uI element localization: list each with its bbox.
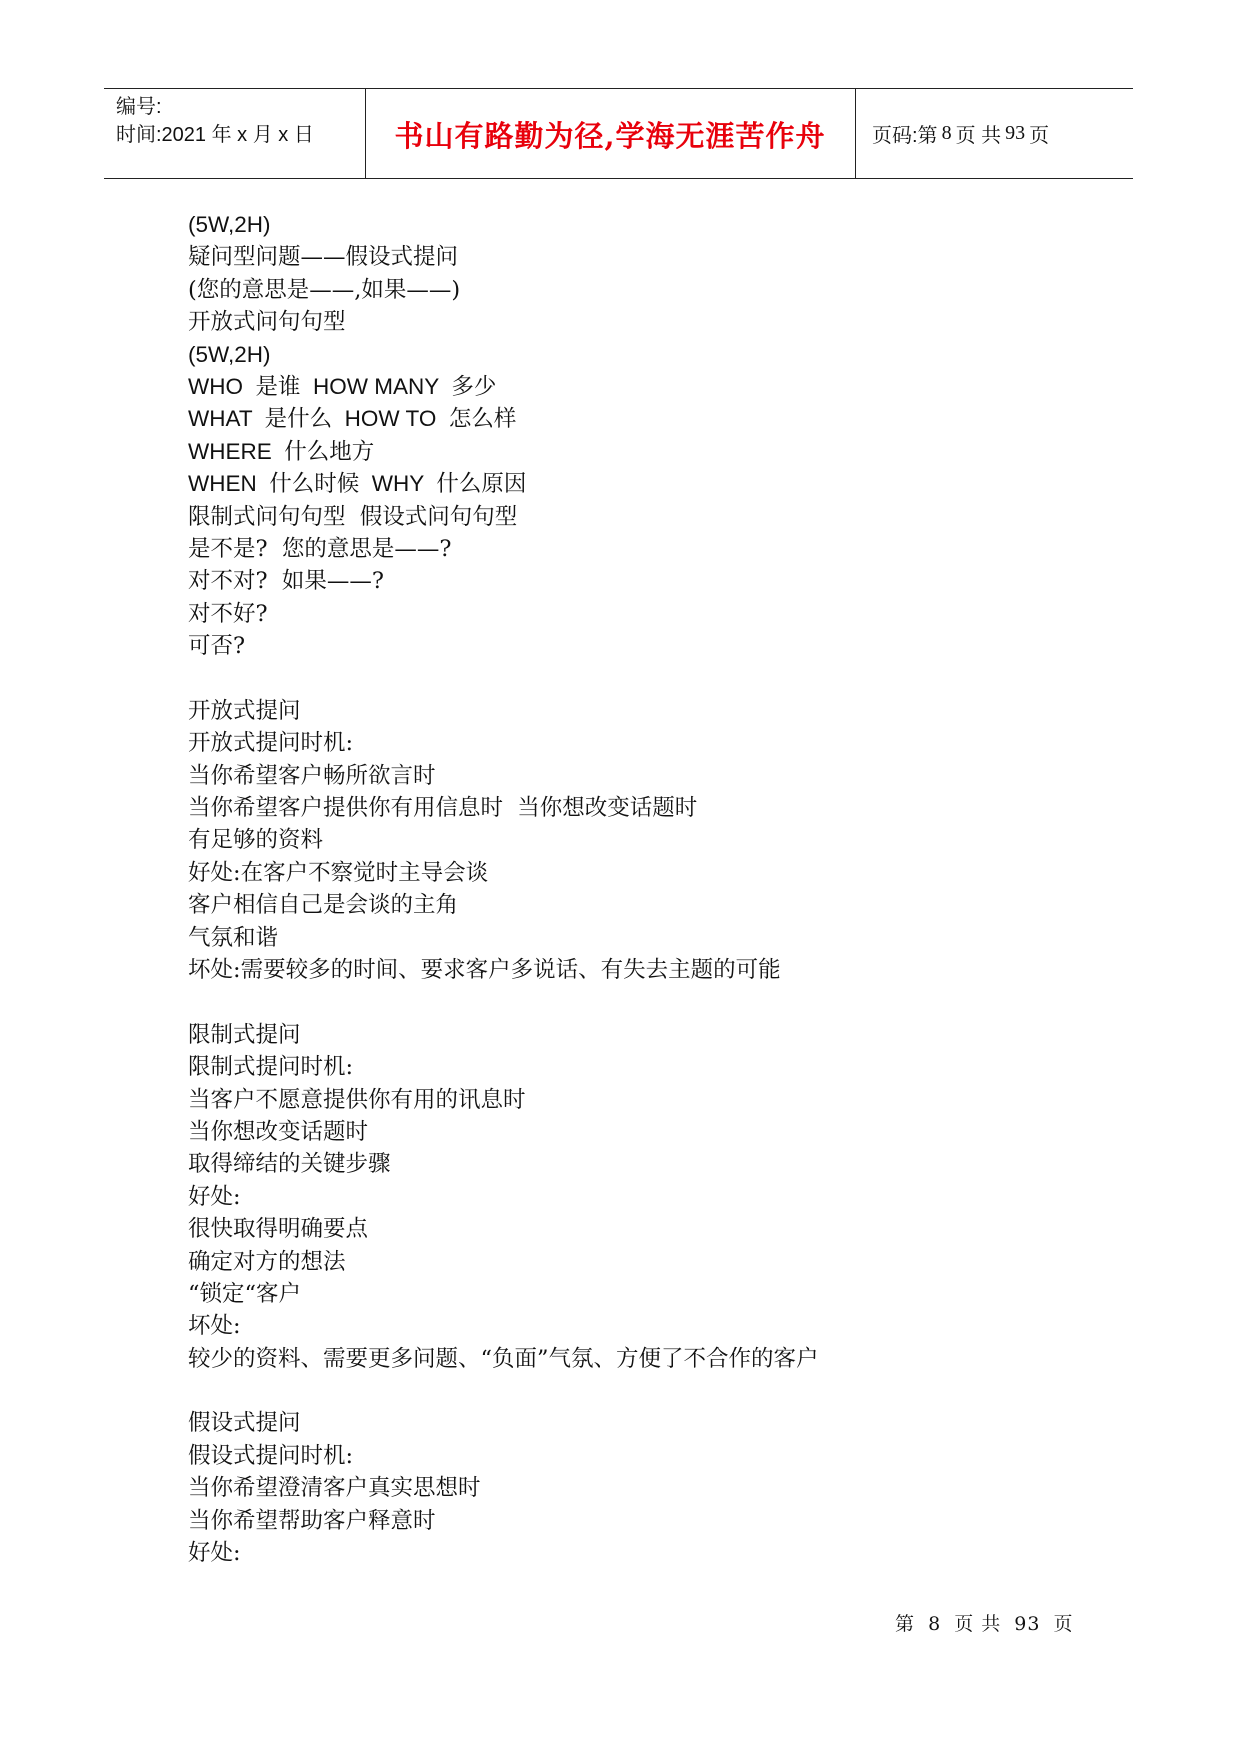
- document-number-label: 编号:: [116, 96, 162, 118]
- text-line: WHERE 什么地方: [188, 438, 375, 464]
- text-line: 较少的资料、需要更多问题、“负面”气氛、方便了不合作的客户: [188, 1345, 819, 1372]
- text-line: 确定对方的想法: [188, 1248, 346, 1275]
- document-body: [188, 209, 1148, 1569]
- text-line: 可否?: [188, 633, 246, 660]
- header-page-current: 8: [941, 122, 952, 144]
- footer-prefix: 第: [895, 1613, 916, 1635]
- page-footer: [892, 1609, 1077, 1636]
- text-line: 开放式提问: [188, 697, 301, 724]
- text-line: 很快取得明确要点: [188, 1216, 369, 1243]
- footer-mid: 页 共: [954, 1613, 1002, 1635]
- text-line: 好处:: [188, 1183, 241, 1210]
- text-line: 坏处:: [188, 1313, 241, 1340]
- text-line: 客户相信自己是会谈的主角: [188, 892, 459, 919]
- footer-current-page: 8: [928, 1613, 942, 1635]
- text-line: WHAT 是什么 HOW TO 怎么样: [188, 406, 517, 432]
- text-line: 限制式提问时机:: [188, 1054, 354, 1081]
- text-line: 疑问型问题——假设式提问: [188, 244, 459, 271]
- text-line: (5W,2H): [188, 341, 271, 367]
- text-line: 开放式提问时机:: [188, 730, 354, 757]
- text-line: 对不好?: [188, 600, 268, 627]
- header-page-info: [872, 89, 1049, 178]
- text-line: 假设式提问: [188, 1410, 301, 1437]
- text-line: 假设式提问时机:: [188, 1442, 354, 1469]
- header-page-total: 93: [1005, 122, 1026, 144]
- page-header: [104, 88, 1133, 179]
- text-line: 取得缔结的关键步骤: [188, 1151, 391, 1178]
- text-line: 当你想改变话题时: [188, 1118, 369, 1145]
- footer-total-pages: 93: [1014, 1613, 1041, 1635]
- document-time: 时间:2021 年 x 月 x 日: [116, 124, 314, 146]
- blank-line: [188, 986, 1148, 1018]
- blank-line: [188, 1375, 1148, 1407]
- text-line: (您的意思是——,如果——): [188, 276, 461, 303]
- text-line: 当你希望帮助客户释意时: [188, 1507, 436, 1534]
- header-divider-right: [855, 89, 856, 178]
- text-line: “锁定“客户: [188, 1280, 302, 1307]
- text-line: 开放式问句句型: [188, 309, 346, 336]
- text-line: 好处:: [188, 1540, 241, 1567]
- text-line: WHEN 什么时候 WHY 什么原因: [188, 471, 527, 497]
- blank-line: [188, 662, 1148, 694]
- text-line: 坏处:需要较多的时间、要求客户多说话、有失去主题的可能: [188, 956, 781, 983]
- text-line: 当客户不愿意提供你有用的讯息时: [188, 1086, 526, 1113]
- header-page-prefix: 页码:第: [872, 125, 938, 147]
- text-line: 好处:在客户不察觉时主导会谈: [188, 859, 489, 886]
- footer-suffix: 页: [1053, 1613, 1074, 1635]
- text-line: 有足够的资料: [188, 827, 324, 854]
- header-page-mid: 页 共: [955, 125, 1002, 147]
- text-line: WHO 是谁 HOW MANY 多少: [188, 373, 497, 399]
- text-line: 对不对? 如果——?: [188, 568, 384, 595]
- text-line: 当你希望澄清客户真实思想时: [188, 1475, 481, 1502]
- text-line: 是不是? 您的意思是——?: [188, 535, 452, 562]
- text-line: 气氛和谐: [188, 924, 279, 951]
- header-page-suffix: 页: [1029, 125, 1050, 147]
- text-line: 限制式提问: [188, 1021, 301, 1048]
- text-line: 当你希望客户畅所欲言时: [188, 762, 436, 789]
- text-line: 当你希望客户提供你有用信息时 当你想改变话题时: [188, 795, 698, 822]
- header-meta: [116, 93, 314, 149]
- header-motto: 书山有路勤为径,学海无涯苦作舟: [394, 119, 826, 153]
- text-line: 限制式问句句型 假设式问句句型: [188, 503, 518, 530]
- text-line: (5W,2H): [188, 212, 271, 237]
